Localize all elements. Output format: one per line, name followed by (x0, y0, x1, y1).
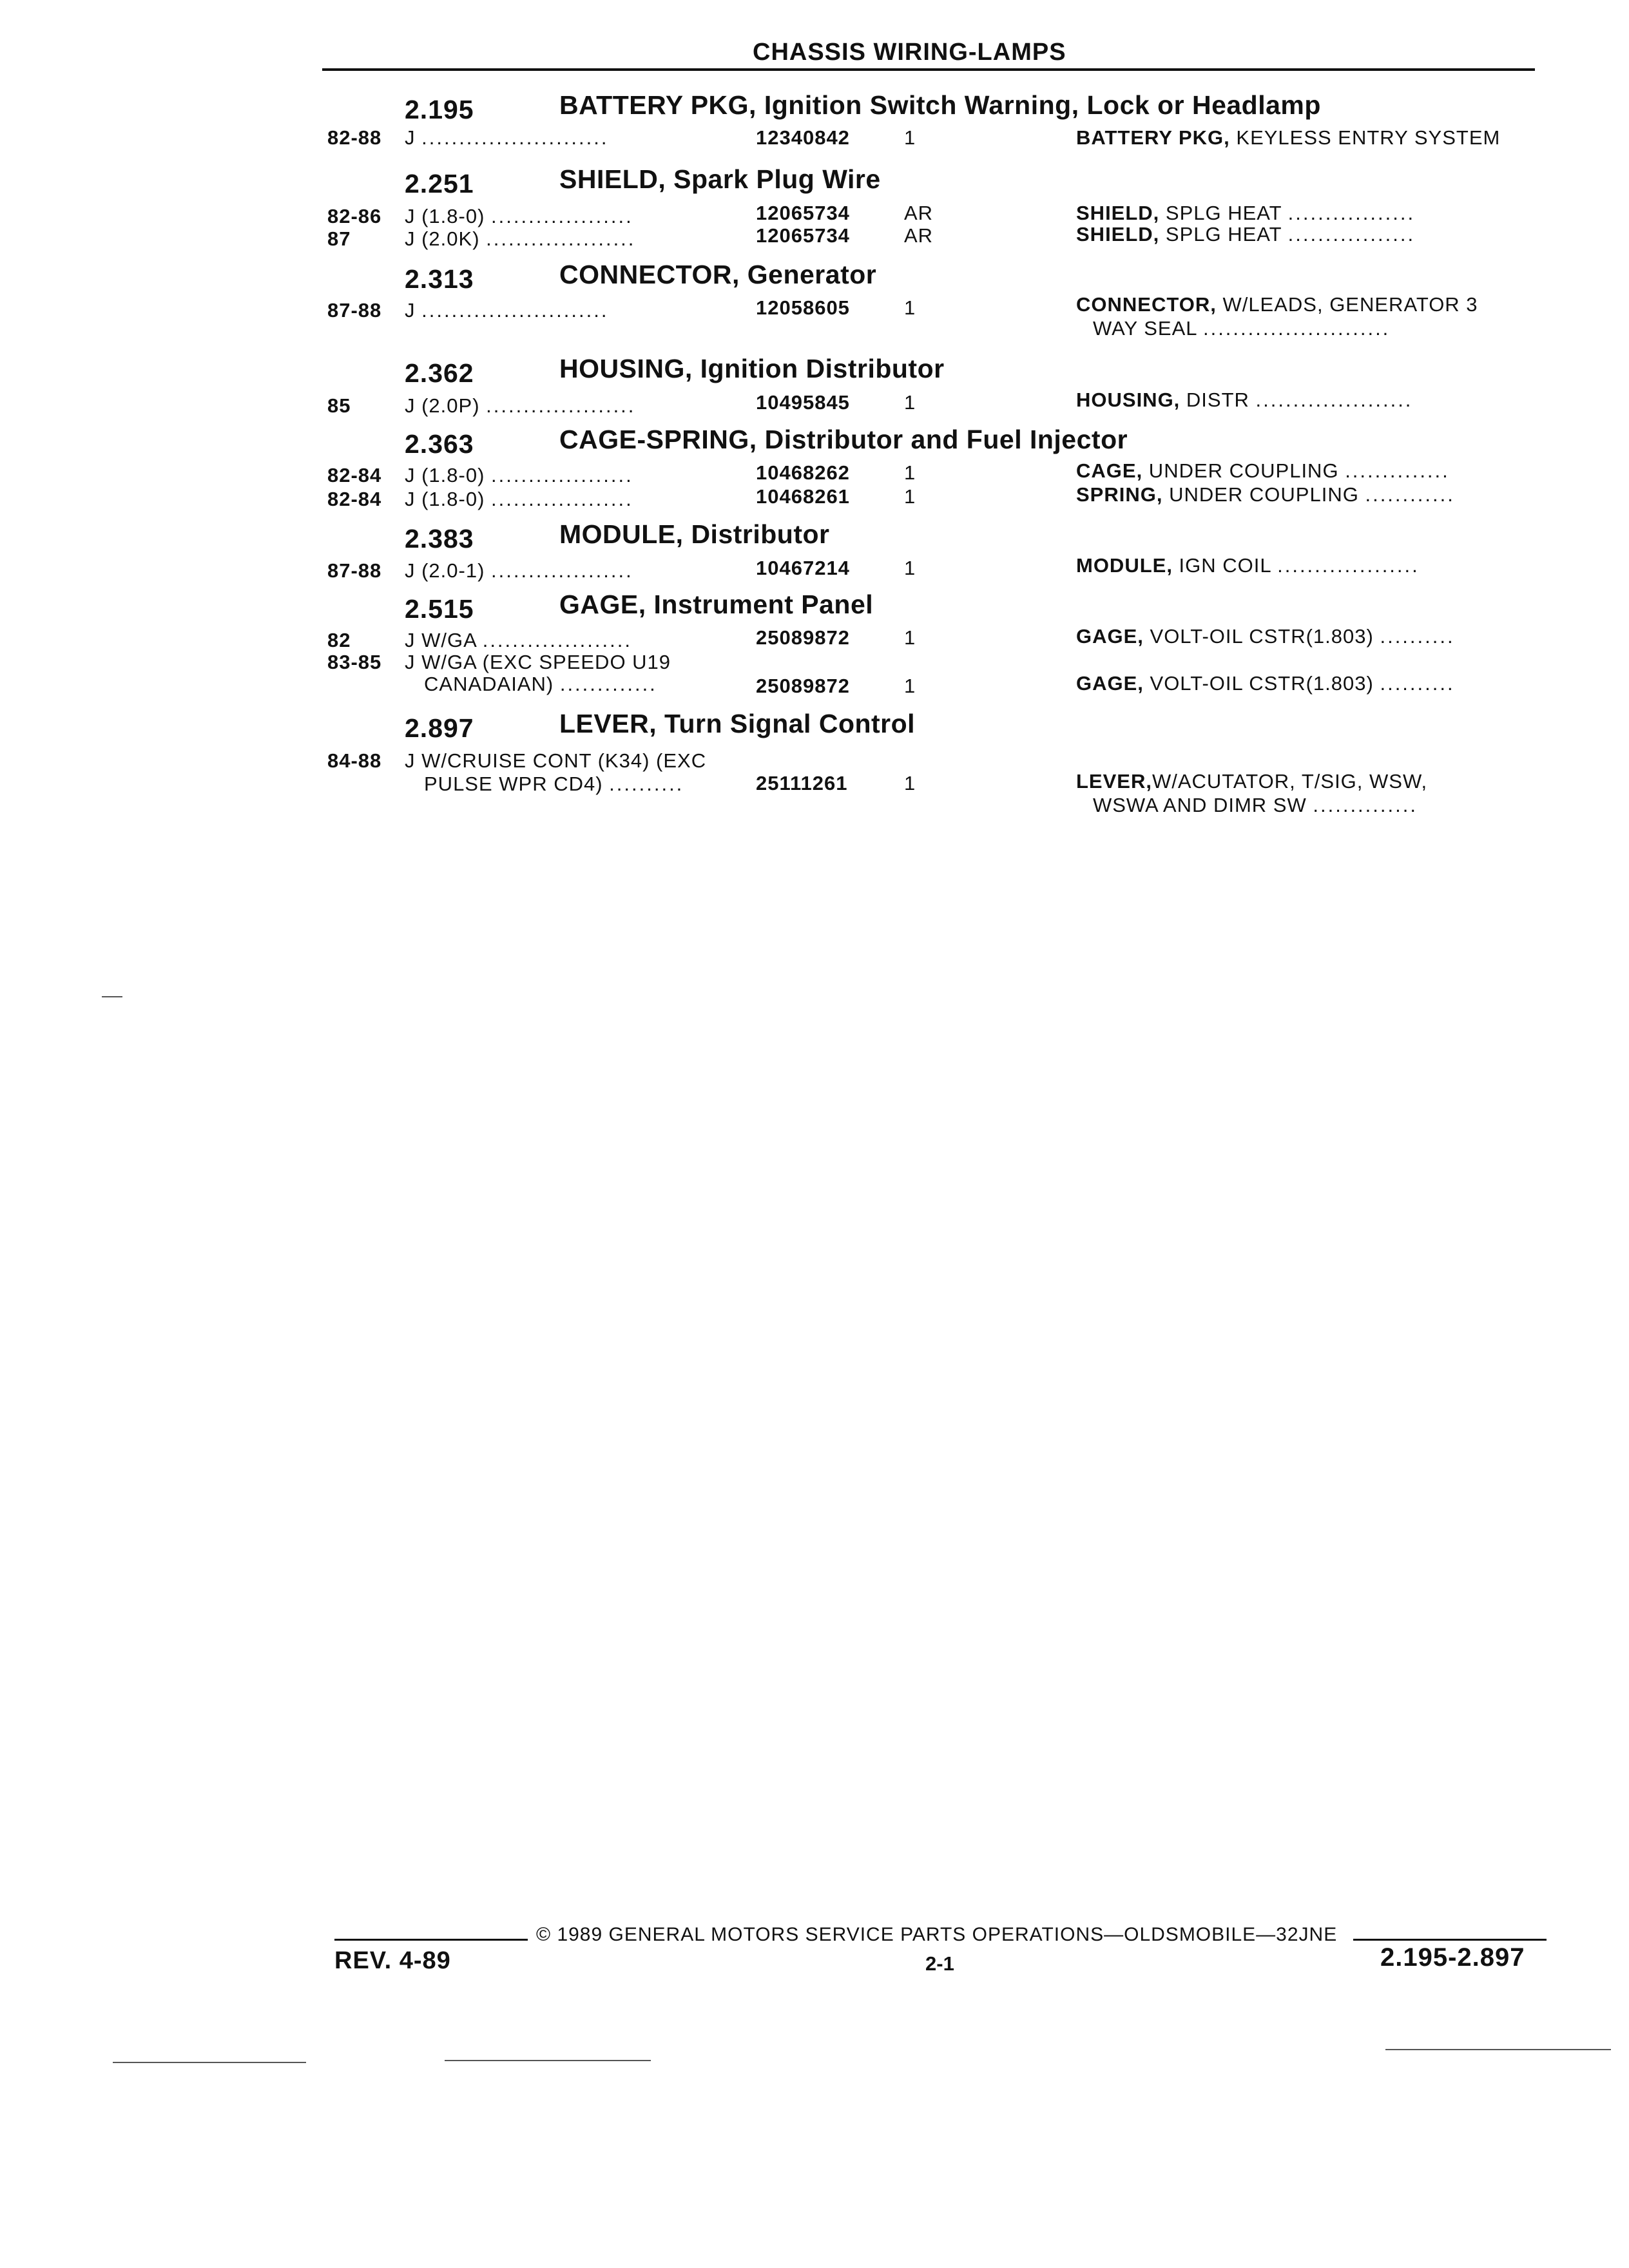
section-number: 2.363 (405, 429, 474, 459)
application-text: J (405, 299, 416, 322)
row-description-line2: WAY SEAL ......................... (1093, 317, 1391, 340)
section-title-rest: Distributor and Fuel Injector (757, 425, 1128, 454)
row-year: 87-88 (327, 299, 382, 322)
row-application: J (1.8-0) ................... (405, 488, 633, 510)
section-number: 2.313 (405, 264, 474, 294)
desc-rest: IGN COIL (1172, 554, 1271, 577)
row-qty: 1 (904, 391, 916, 414)
desc-bold: MODULE, (1076, 554, 1173, 577)
row-part-number: 10468261 (756, 485, 850, 508)
scan-line (445, 2060, 651, 2061)
row-qty: 1 (904, 772, 916, 794)
row-application: J W/GA .................... (405, 629, 632, 651)
section-name: BATTERY (559, 90, 683, 120)
section-name: HOUSING, (559, 354, 693, 383)
section-title-rest: Ignition Distributor (692, 354, 945, 383)
application-text: J (2.0K) (405, 227, 480, 250)
row-qty: 1 (904, 626, 916, 649)
row-year: 82-88 (327, 126, 382, 149)
row-part-number: 25089872 (756, 626, 850, 649)
section-name: MODULE, (559, 519, 684, 549)
footer-revision: REV. 4-89 (334, 1947, 451, 1974)
header-rule (322, 68, 1535, 71)
section-name: CAGE-SPRING, (559, 425, 757, 454)
section-title-rest: Generator (739, 260, 877, 289)
desc-line2: WSWA AND DIMR SW (1093, 794, 1307, 816)
row-year: 82-84 (327, 488, 382, 510)
desc-bold: SHIELD, (1076, 223, 1160, 245)
section-number: 2.383 (405, 524, 474, 553)
footer-rule-right (1353, 1939, 1547, 1941)
row-qty: AR (904, 202, 934, 224)
page-header-title: CHASSIS WIRING-LAMPS (753, 39, 1066, 66)
desc-rest: W/LEADS, GENERATOR 3 (1216, 293, 1478, 316)
desc-rest: UNDER COUPLING (1142, 459, 1339, 482)
desc-bold: GAGE, (1076, 625, 1144, 648)
row-description (1076, 126, 1500, 149)
row-part-number: 12340842 (756, 126, 850, 149)
desc-rest: VOLT-OIL CSTR(1.803) (1143, 625, 1374, 648)
row-qty: 1 (904, 461, 916, 484)
row-description: MODULE, IGN COIL ................... (1076, 554, 1420, 577)
section-title (559, 90, 1321, 120)
row-description (1076, 293, 1478, 316)
row-part-number: 12065734 (756, 202, 850, 224)
row-description: SHIELD, SPLG HEAT ................. (1076, 202, 1416, 224)
row-qty: 1 (904, 557, 916, 579)
section-name: CONNECTOR, (559, 260, 740, 289)
section-number: 2.251 (405, 169, 474, 198)
desc-rest: KEYLESS ENTRY SYSTEM (1229, 126, 1501, 149)
row-description: CAGE, UNDER COUPLING .............. (1076, 459, 1450, 482)
desc-bold: LEVER, (1076, 770, 1152, 793)
row-application-line2: CANADAIAN) ............. (424, 673, 657, 695)
application-text: J (1.8-0) (405, 205, 485, 227)
row-year: 87 (327, 227, 351, 250)
desc-bold: GAGE, (1076, 672, 1144, 695)
desc-line2: WAY SEAL (1093, 317, 1197, 340)
row-qty: AR (904, 224, 934, 247)
scan-line (113, 2062, 306, 2063)
row-part-number: 25089872 (756, 675, 850, 697)
section-title-rest: Distributor (683, 519, 830, 549)
desc-bold: HOUSING, (1076, 389, 1181, 411)
desc-rest: UNDER COUPLING (1162, 483, 1359, 506)
section-title (559, 354, 945, 384)
row-year: 83-85 (327, 651, 382, 673)
row-part-number: 12065734 (756, 224, 850, 247)
section-number: 2.897 (405, 713, 474, 743)
desc-bold: SPRING, (1076, 483, 1163, 506)
section-number: 2.362 (405, 358, 474, 388)
row-description: GAGE, VOLT-OIL CSTR(1.803) .......... (1076, 672, 1455, 695)
application-line2: CANADAIAN) (424, 673, 554, 695)
desc-rest: W/ACUTATOR, T/SIG, WSW, (1152, 770, 1428, 793)
row-application: J (2.0P) .................... (405, 394, 636, 417)
row-year: 87-88 (327, 559, 382, 582)
desc-rest: VOLT-OIL CSTR(1.803) (1143, 672, 1374, 695)
row-application-line2: PULSE WPR CD4) .......... (424, 773, 684, 795)
scan-line (1385, 2049, 1611, 2050)
application-text: J (1.8-0) (405, 488, 485, 510)
application-text: J (1.8-0) (405, 464, 485, 486)
scan-mark (102, 996, 122, 997)
desc-bold: SHIELD, (1076, 202, 1160, 224)
row-application: J (2.0-1) ................... (405, 559, 633, 582)
section-name: LEVER, (559, 709, 657, 738)
row-application: J (1.8-0) ................... (405, 464, 633, 486)
section-title (559, 519, 829, 550)
footer-copyright: © 1989 GENERAL MOTORS SERVICE PARTS OPERATIONS—OLDSMOBILE—32JNE (536, 1924, 1338, 1945)
row-application: J (2.0K) .................... (405, 227, 636, 250)
row-description: SPRING, UNDER COUPLING ............ (1076, 483, 1455, 506)
row-part-number: 10468262 (756, 461, 850, 484)
section-number: 2.515 (405, 594, 474, 624)
desc-bold: CONNECTOR, (1076, 293, 1217, 316)
row-part-number: 25111261 (756, 772, 848, 794)
row-application: J ......................... (405, 126, 609, 149)
section-title (559, 590, 873, 620)
footer-rule-left (334, 1939, 528, 1941)
footer-item-range: 2.195-2.897 (1380, 1943, 1525, 1972)
row-year: 82-84 (327, 464, 382, 486)
row-year: 85 (327, 394, 351, 417)
row-application: J ......................... (405, 299, 609, 322)
section-name: GAGE, (559, 590, 646, 619)
row-application: J W/GA (EXC SPEEDO U19 (405, 651, 671, 673)
row-application: J (1.8-0) ................... (405, 205, 633, 227)
row-description (1076, 770, 1427, 793)
section-title (559, 425, 1128, 455)
row-year: 82 (327, 629, 351, 651)
section-number: 2.195 (405, 95, 474, 124)
application-text: J (405, 126, 416, 149)
row-qty: 1 (904, 296, 916, 319)
row-qty: 1 (904, 126, 916, 149)
application-text: J (2.0P) (405, 394, 480, 417)
row-year: 84-88 (327, 749, 382, 772)
row-year: 82-86 (327, 205, 382, 227)
desc-rest: SPLG HEAT (1159, 223, 1282, 245)
section-title (559, 260, 876, 290)
footer-page-number: 2-1 (925, 1952, 954, 1975)
row-qty: 1 (904, 675, 916, 697)
application-line2: PULSE WPR CD4) (424, 773, 603, 795)
row-part-number: 12058605 (756, 296, 850, 319)
desc-rest: DISTR (1180, 389, 1249, 411)
section-title-rest: PKG, Ignition Switch Warning, Lock or Headlamp (682, 90, 1321, 120)
desc-bold: CAGE, (1076, 459, 1143, 482)
desc-bold: BATTERY PKG, (1076, 126, 1230, 149)
row-part-number: 10495845 (756, 391, 850, 414)
row-qty: 1 (904, 485, 916, 508)
row-description: HOUSING, DISTR ..................... (1076, 389, 1413, 411)
section-title (559, 709, 915, 739)
row-description: SHIELD, SPLG HEAT ................. (1076, 223, 1416, 245)
section-title-rest: Instrument Panel (646, 590, 874, 619)
row-description: GAGE, VOLT-OIL CSTR(1.803) .......... (1076, 625, 1455, 648)
section-title (559, 164, 881, 195)
row-part-number: 10467214 (756, 557, 850, 579)
section-title-rest: Spark Plug Wire (666, 164, 881, 194)
application-text: J W/GA (405, 629, 477, 651)
section-name: SHIELD, (559, 164, 666, 194)
desc-rest: SPLG HEAT (1159, 202, 1282, 224)
row-application: J W/CRUISE CONT (K34) (EXC (405, 749, 707, 772)
section-title-rest: Turn Signal Control (657, 709, 916, 738)
row-description-line2: WSWA AND DIMR SW .............. (1093, 794, 1418, 816)
application-text: J (2.0-1) (405, 559, 485, 582)
